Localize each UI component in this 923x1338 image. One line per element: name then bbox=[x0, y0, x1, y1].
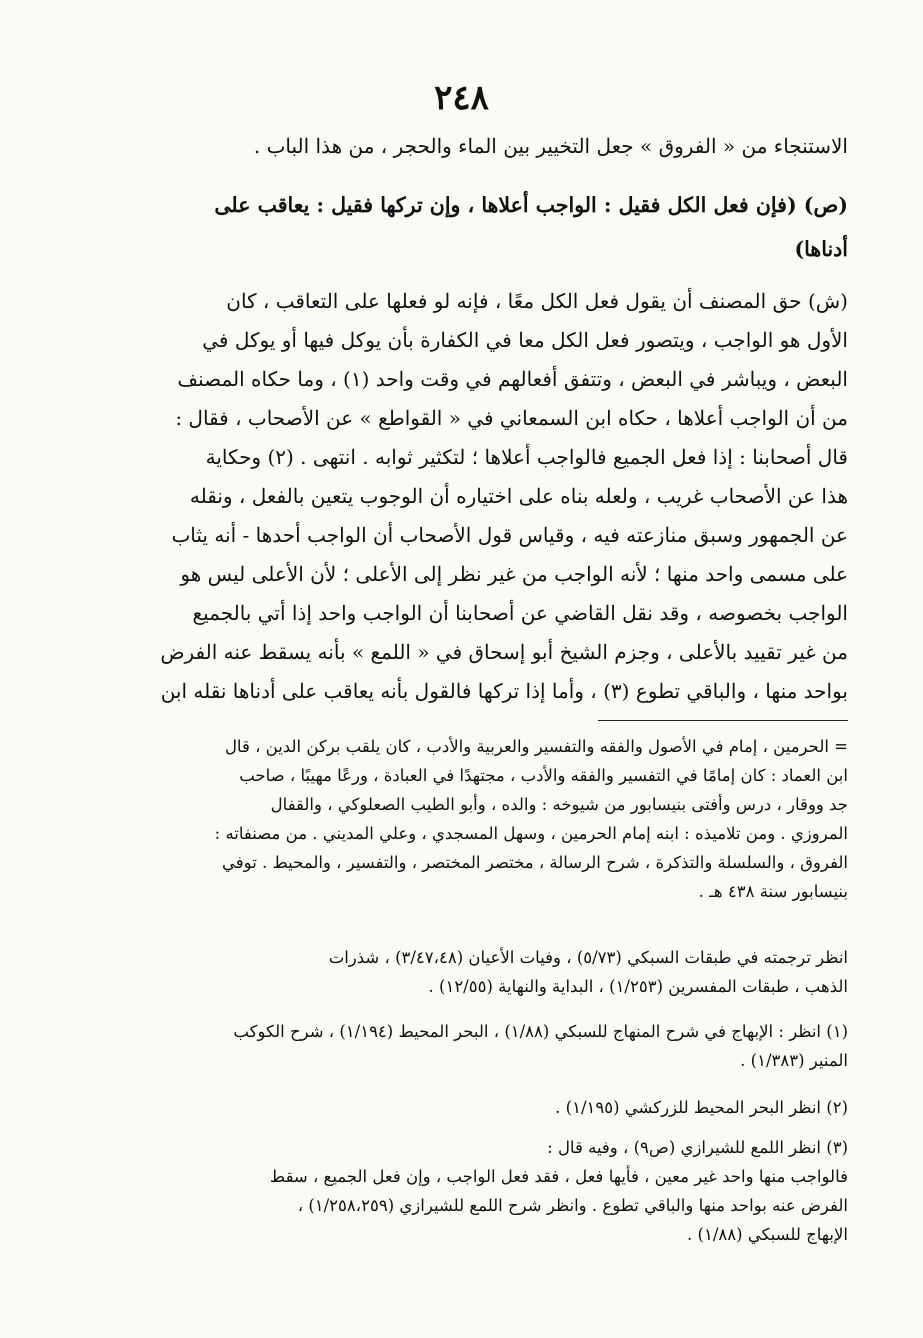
text-line: (٢) انظر البحر المحيط للزركشي (١/١٩٥) . bbox=[555, 1098, 848, 1117]
footnote-1 bbox=[68, 1017, 848, 1075]
text-line: هذا عن الأصحاب غريب ، ولعله بناه على اختياره أن الوجوب يتعين بالفعل ، ونقله bbox=[189, 484, 848, 508]
text-line: عن الجمهور وسبق منازعته فيه ، وقياس قول الأصحاب أن الواجب أحدها - أنه يثاب bbox=[171, 523, 848, 547]
text-line: جد ووقار ، درس وأفتى بنيسابور من شيوخه : والده ، وأبو الطيب الصعلوكي ، والقفال bbox=[270, 795, 848, 814]
commentary-paragraph bbox=[68, 282, 848, 711]
footnote-separator bbox=[598, 720, 848, 721]
text-line: المروزي . ومن تلاميذه : ابنه إمام الحرمين ، وسهل المسجدي ، وعلي المديني . من مصنفاته : bbox=[214, 824, 848, 843]
text-line: ابن العماد : كان إمامًا في التفسير والفقه والأدب ، مجتهدًا في العبادة ، ورعًا مهيبًا ، صاحب bbox=[239, 766, 848, 785]
text-line: من غير تقييد بالأعلى ، وجزم الشيخ أبو إسحاق في « اللمع » بأنه يسقط عنه الفرض bbox=[160, 640, 848, 664]
text-line: فالواجب منها واحد غير معين ، فأيها فعل ، فقد فعل الواجب ، وإن فعل الجميع ، سقط bbox=[269, 1167, 848, 1186]
text-line: الاستنجاء من « الفروق » جعل التخيير بين الماء والحجر ، من هذا الباب . bbox=[253, 134, 848, 158]
text-line: قال أصحابنا : إذا فعل الجميع فالواجب أعلاها ؛ لتكثير ثوابه . انتهى . (٢) وحكاية bbox=[205, 445, 848, 469]
text-line: الفروق ، والسلسلة والتذكرة ، شرح الرسالة ، مختصر المختصر ، والتفسير ، والمحيط . توفي bbox=[222, 853, 848, 872]
text-line: (١) انظر : الإبهاج في شرح المنهاج للسبكي (١/٨٨) ، البحر المحيط (١/١٩٤) ، شرح الكوكب bbox=[233, 1022, 848, 1041]
footnote-2 bbox=[68, 1093, 848, 1122]
text-line: الفرض عنه بواحد منها والباقي تطوع . وانظر شرح اللمع للشيرازي (١/٢٥٨،٢٥٩) ، bbox=[297, 1196, 848, 1215]
text-line: بواحد منها ، والباقي تطوع (٣) ، وأما إذا تركها فالقول بأنه يعاقب على أدناها نقله ابن bbox=[160, 679, 848, 703]
text-line: = الحرمين ، إمام في الأصول والفقه والتفسير والعربية والأدب ، كان يلقب بركن الدين ، قال bbox=[224, 737, 848, 756]
text-line: المنير (١/٣٨٣) . bbox=[740, 1051, 848, 1070]
text-line: الأول هو الواجب ، ويتصور فعل الكل معا في الكفارة بأن يوكل فيها أو يوكل في bbox=[202, 328, 848, 352]
text-line: الذهب ، طبقات المفسرين (١/٢٥٣) ، البداية والنهاية (١٢/٥٥) . bbox=[428, 977, 848, 996]
intro-text bbox=[68, 127, 848, 166]
issue-statement bbox=[68, 183, 848, 271]
text-line: أدناها) bbox=[794, 237, 848, 261]
page-number: ٢٤٨ bbox=[434, 78, 489, 118]
biography-sources bbox=[68, 943, 848, 1001]
text-line: انظر ترجمته في طبقات السبكي (٥/٧٣) ، وفيات الأعيان (٣/٤٧،٤٨) ، شذرات bbox=[328, 948, 848, 967]
text-line: من أن الواجب أعلاها ، حكاه ابن السمعاني في « القواطع » عن الأصحاب ، فقال : bbox=[175, 406, 848, 430]
footnote-3 bbox=[68, 1133, 848, 1249]
text-line: الإبهاج للسبكي (١/٨٨) . bbox=[687, 1225, 848, 1244]
text-line: (ص) (فإن فعل الكل فقيل : الواجب أعلاها ، وإن تركها فقيل : يعاقب على bbox=[214, 193, 848, 217]
text-line: البعض ، ويباشر في البعض ، وتتفق أفعالهم في وقت واحد (١) ، وما حكاه المصنف bbox=[177, 367, 848, 391]
text-line: (ش) حق المصنف أن يقول فعل الكل معًا ، فإنه لو فعلها على التعاقب ، كان bbox=[226, 289, 848, 313]
biography-footnote bbox=[68, 732, 848, 906]
text-line: بنيسابور سنة ٤٣٨ هـ . bbox=[698, 882, 848, 901]
text-line: الواجب بخصوصه ، وقد نقل القاضي عن أصحابنا أن الواجب واحد إذا أتي بالجميع bbox=[192, 601, 848, 625]
text-line: على مسمى واحد منها ؛ لأنه الواجب من غير نظر إلى الأعلى ؛ لأن الأعلى ليس هو bbox=[180, 562, 848, 586]
text-line: (٣) انظر اللمع للشيرازي (ص٩) ، وفيه قال : bbox=[547, 1138, 848, 1157]
